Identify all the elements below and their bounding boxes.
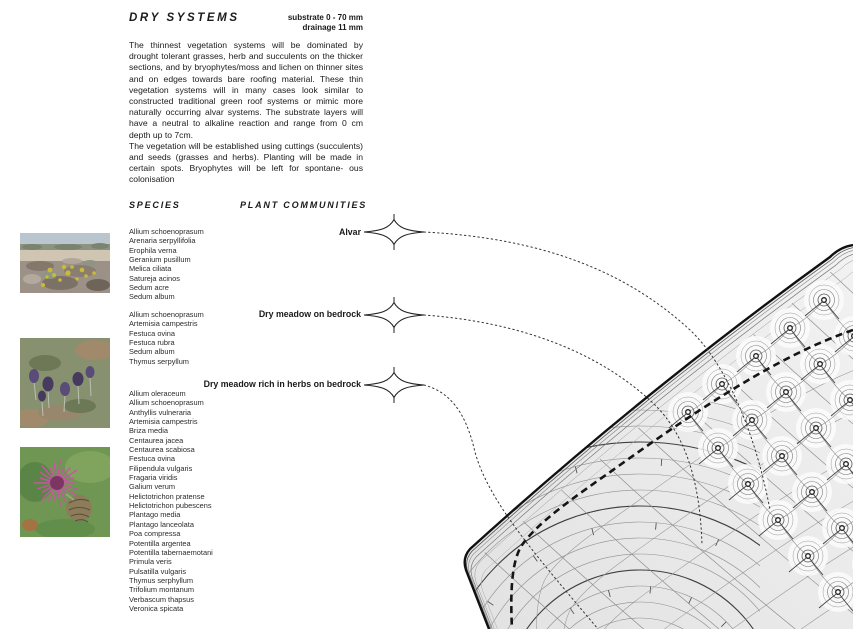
species-item: Helictotrichon pratense bbox=[129, 491, 205, 501]
species-item: Plantago lanceolata bbox=[129, 519, 194, 529]
intro-paragraph-2: The vegetation will be established using cuttings (succulents) and seeds (grasses and herbs). Planting will be made in certain spots. Bryophytes will be left for spontane- ous colonisation bbox=[129, 140, 363, 185]
species-column-header: SPECIES bbox=[129, 200, 181, 210]
species-item: Allium schoenoprasum bbox=[129, 310, 204, 319]
species-item: Galium verum bbox=[129, 482, 175, 492]
species-item: Sedum acre bbox=[129, 283, 169, 293]
species-item: Allium schoenoprasum bbox=[129, 227, 204, 236]
substrate-drainage-specs bbox=[200, 13, 363, 33]
pasque-flowers-image bbox=[20, 338, 110, 428]
species-item: Anthyllis vulneraria bbox=[129, 407, 192, 417]
species-item: Geranium pusillum bbox=[129, 255, 191, 265]
alvar-landscape-image bbox=[20, 233, 110, 293]
species-item: Sedum album bbox=[129, 347, 175, 357]
species-list-alvar bbox=[129, 227, 249, 302]
species-item: Artemisia campestris bbox=[129, 319, 198, 329]
community-marker-star-dry-meadow-herbs bbox=[364, 367, 424, 403]
species-item: Thymus serpyllum bbox=[129, 356, 189, 366]
species-item: Poa compressa bbox=[129, 529, 181, 539]
photo-knapweed-flower bbox=[20, 447, 110, 537]
community-label-dry-meadow-herbs: Dry meadow rich in herbs on bedrock bbox=[203, 379, 361, 389]
knapweed-flower-image bbox=[20, 447, 110, 537]
species-item: Helictotrichon pubescens bbox=[129, 501, 212, 511]
species-item: Sedum album bbox=[129, 292, 175, 302]
species-item: Satureja acinos bbox=[129, 273, 180, 283]
intro-text bbox=[129, 40, 363, 186]
intro-paragraph-1: The thinnest vegetation systems will be dominated by drought tolerant grasses, herb and succulents on the thicker sections, and by bryophytes/moss and lichen on thinner sites and on edges towards bare roofing material. These thin vegetation systems will in many cases look similar to constructed traditional green roof systems or mimic more naturally occurring alvar systems. The substrate layers will have a neutral to alkaline reaction and range from 0 cm depth up to 7cm. bbox=[129, 40, 363, 140]
species-item: Verbascum thapsus bbox=[129, 594, 194, 604]
species-item: Melica ciliata bbox=[129, 264, 172, 274]
species-item: Potentilla tabernaemotani bbox=[129, 547, 213, 557]
species-item: Veronica spicata bbox=[129, 603, 184, 613]
species-item: Centaurea jacea bbox=[129, 435, 184, 445]
species-item: Allium schoenoprasum bbox=[129, 398, 204, 408]
photo-pasque-flowers bbox=[20, 338, 110, 428]
species-item: Festuca ovina bbox=[129, 328, 176, 338]
leader-line-dotted bbox=[424, 315, 702, 545]
species-item: Festuca ovina bbox=[129, 454, 176, 464]
leader-line-dotted bbox=[424, 385, 598, 629]
species-item: Festuca rubra bbox=[129, 338, 175, 348]
species-item: Fragaria viridis bbox=[129, 473, 178, 483]
leader-line-dotted bbox=[424, 232, 770, 510]
drainage-spec: drainage 11 mm bbox=[302, 23, 363, 32]
community-marker-star-dry-meadow bbox=[364, 297, 424, 333]
community-label-dry-meadow: Dry meadow on bedrock bbox=[258, 309, 361, 319]
species-item: Potentilla argentea bbox=[129, 538, 191, 548]
species-item: Filipendula vulgaris bbox=[129, 463, 193, 473]
substrate-spec: substrate 0 - 70 mm bbox=[287, 13, 363, 22]
species-item: Pulsatilla vulgaris bbox=[129, 566, 187, 576]
species-item: Plantago media bbox=[129, 510, 181, 520]
species-list-dry-meadow-herbs bbox=[129, 389, 249, 613]
species-item: Briza media bbox=[129, 426, 169, 436]
species-item: Primula veris bbox=[129, 557, 172, 567]
species-item: Trifolium montanum bbox=[129, 585, 195, 595]
communities-column-header: PLANT COMMUNITIES bbox=[240, 200, 368, 210]
species-item: Artemisia campestris bbox=[129, 417, 198, 427]
photo-alvar-landscape bbox=[20, 233, 110, 293]
page-title: DRY SYSTEMS bbox=[129, 12, 240, 24]
species-item: Thymus serphyllum bbox=[129, 575, 194, 585]
species-item: Arenaria serpyllifolia bbox=[129, 236, 196, 246]
species-item: Erophila verna bbox=[129, 245, 177, 255]
species-item: Centaurea scabiosa bbox=[129, 445, 195, 455]
community-label-alvar: Alvar bbox=[338, 227, 361, 237]
species-item: Allium oleraceum bbox=[129, 389, 186, 398]
community-marker-star-alvar bbox=[364, 214, 424, 250]
